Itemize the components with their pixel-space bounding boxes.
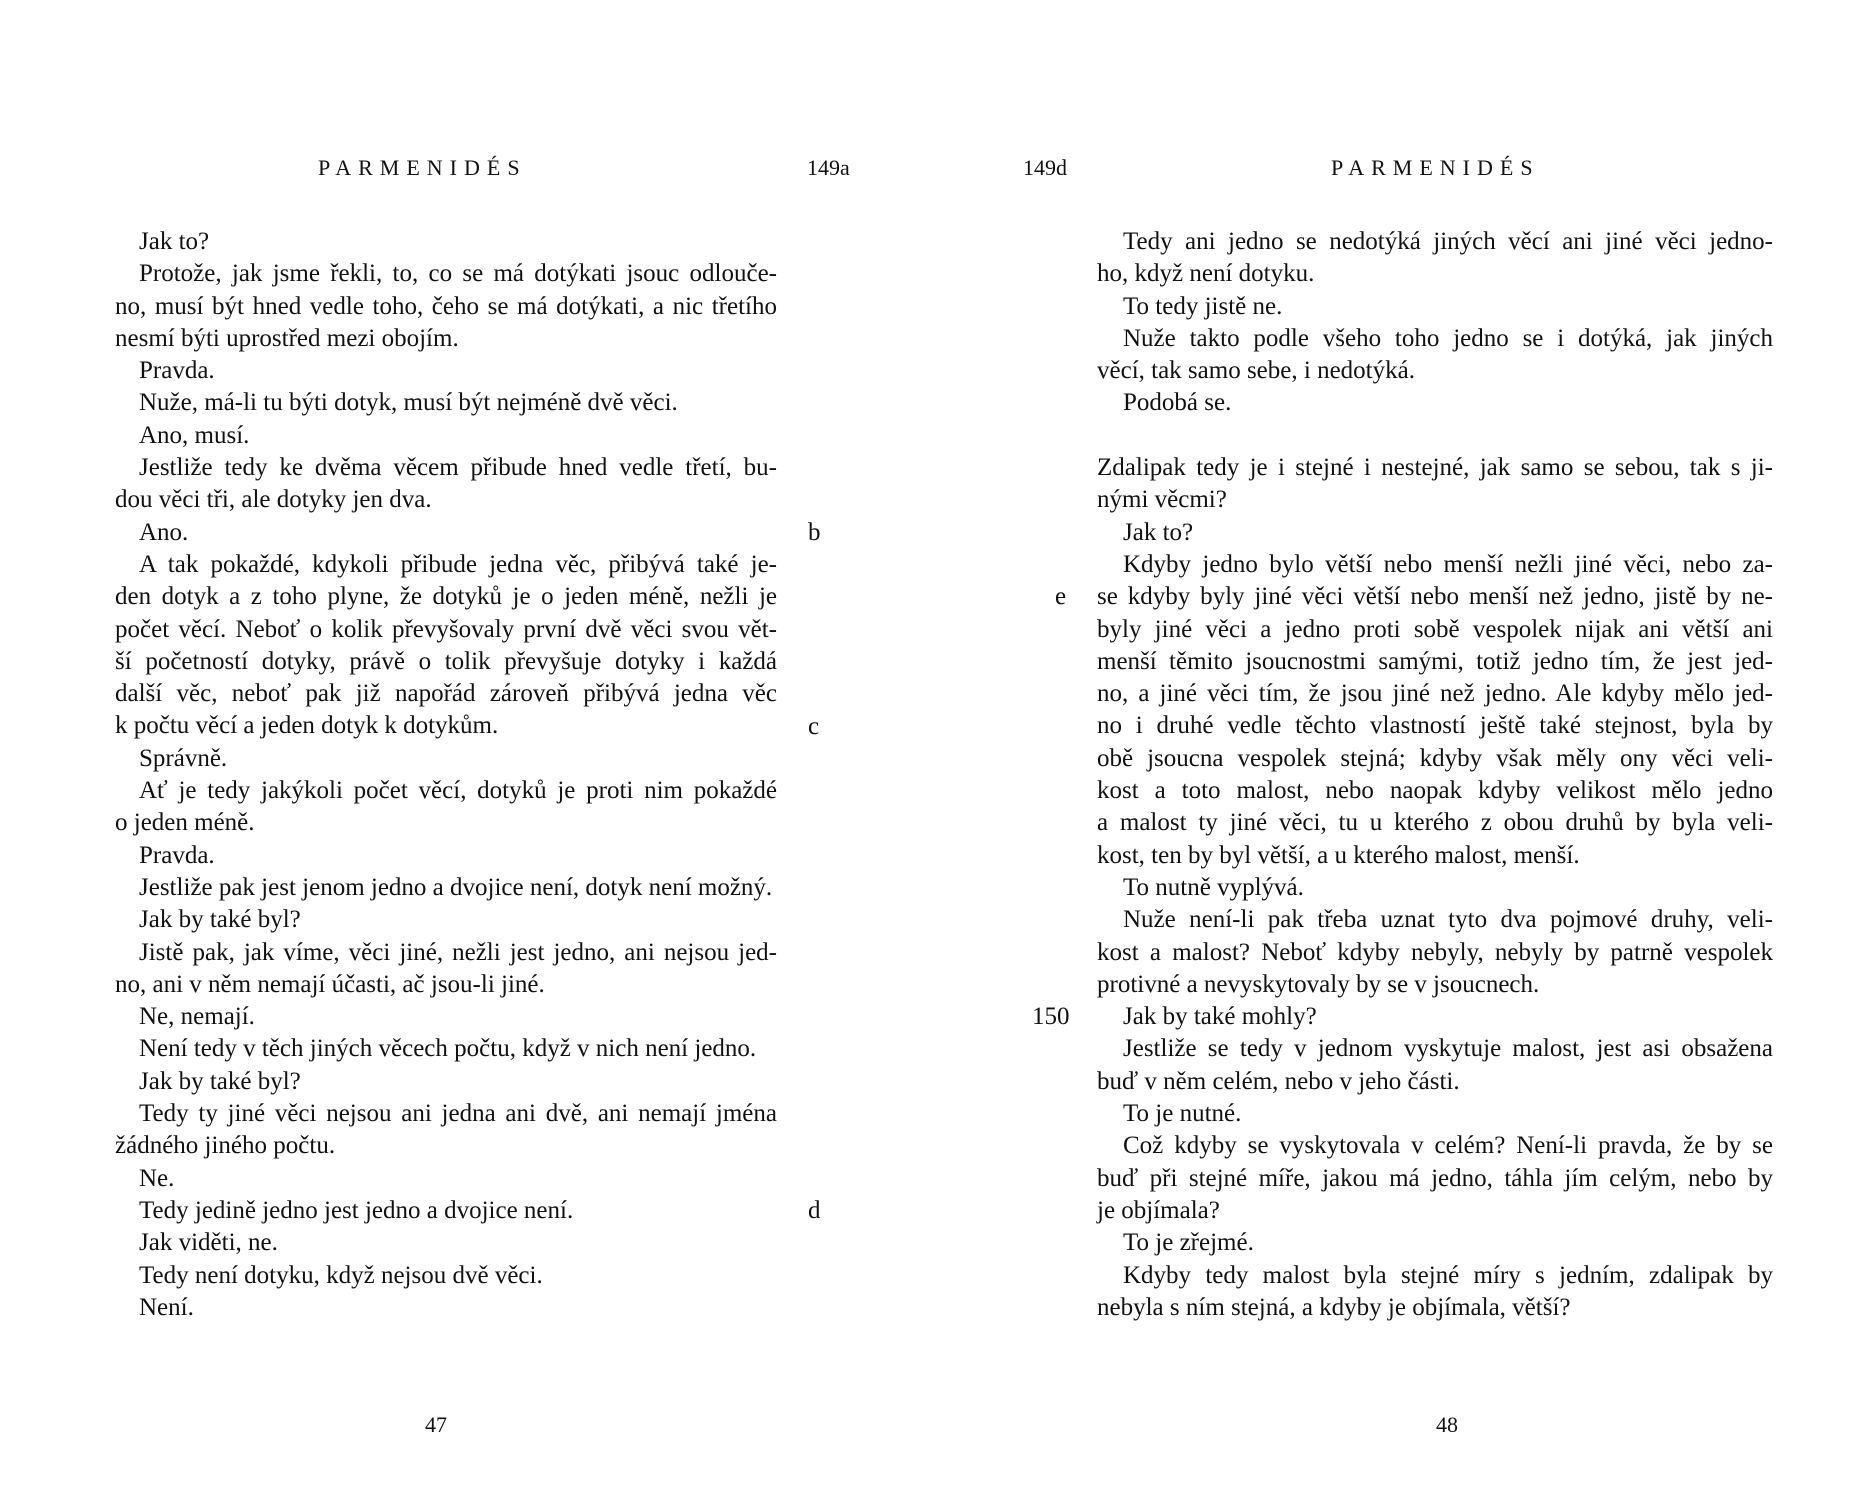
text-line: A tak pokaždé, kdykoli přibude jedna věc, přibývá také je- <box>139 550 777 578</box>
text-line: buď při stejné míře, jakou má jedno, táhla jím celým, nebo by <box>1097 1164 1773 1192</box>
text-line: Není tedy v těch jiných věcech počtu, když v nich není jedno. <box>139 1035 757 1063</box>
text-line: Ať je tedy jakýkoli počet věcí, dotyků je proti nim pokaždé <box>139 777 777 805</box>
text-line: buď v něm celém, nebo v jeho části. <box>1097 1067 1460 1095</box>
text-line: Nuže, má-li tu býti dotyk, musí být nejméně dvě věci. <box>139 389 678 417</box>
text-line: Tedy ty jiné věci nejsou ani jedna ani dvě, ani nemají jména <box>139 1100 777 1128</box>
text-line: ší početností dotyky, právě o tolik převyšuje dotyky i každá <box>115 647 777 675</box>
text-line: Jak by také byl? <box>139 1067 301 1095</box>
margin-marker: e <box>1055 583 1067 611</box>
dialogue-text <box>115 226 777 1324</box>
text-line: Pravda. <box>139 357 215 385</box>
text-line: Jak viděti, ne. <box>139 1229 278 1257</box>
stephanus-number: 149d <box>1023 155 1067 180</box>
section-gap <box>1097 420 1773 452</box>
text-line: no i druhé vedle těchto vlastností ještě také stejnost, byla by <box>1097 712 1773 740</box>
stephanus-number: 149a <box>807 155 850 180</box>
text-line: Pravda. <box>139 841 215 869</box>
text-line: dou věci tři, ale dotyky jen dva. <box>115 486 432 514</box>
text-line: Zdalipak tedy je i stejné i nestejné, jak samo se sebou, tak s ji- <box>1097 454 1773 482</box>
text-line: Jak by také mohly? <box>1123 1003 1317 1031</box>
text-line: To je zřejmé. <box>1123 1229 1254 1257</box>
text-line: je objímala? <box>1097 1196 1220 1224</box>
text-line: Tedy jedině jedno jest jedno a dvojice není. <box>139 1196 574 1224</box>
margin-marker: 150 <box>1032 1003 1070 1031</box>
text-line: To je nutné. <box>1123 1100 1242 1128</box>
text-line: Jak to? <box>139 228 210 255</box>
text-line: Protože, jak jsme řekli, to, co se má dotýkati jsouc odlouče- <box>139 260 777 288</box>
text-line: menší těmito jsoucnostmi samými, totiž jedno tím, že jest jed- <box>1097 647 1773 675</box>
text-line: Nuže takto podle všeho toho jedno se i dotýká, jak jiných <box>1123 324 1773 352</box>
text-line: Tedy není dotyku, když nejsou dvě věci. <box>139 1261 543 1289</box>
page-number: 47 <box>425 1412 447 1437</box>
text-line: obě jsoucna vespolek stejná; kdyby však měly ony věci veli- <box>1097 744 1773 772</box>
text-line: nebyla s ním stejná, a kdyby je objímala, větší? <box>1097 1293 1571 1321</box>
text-line: kost a malost? Neboť kdyby nebyly, nebyly by patrně vespolek <box>1097 938 1773 966</box>
text-line: byly jiné věci a jedno proti sobě vespolek nijak ani větší ani <box>1097 615 1773 643</box>
page-number: 48 <box>1436 1412 1458 1437</box>
text-line: Jak to? <box>1123 518 1194 546</box>
text-line: kost a toto malost, nebo naopak kdyby velikost mělo jedno <box>1097 777 1773 805</box>
text-line: den dotyk a z toho plyne, že dotyků je o jeden méně, nežli je <box>115 583 777 611</box>
text-line: kost, ten by byl větší, a u kterého malost, menší. <box>1097 841 1580 869</box>
text-line: To tedy jistě ne. <box>1123 292 1283 320</box>
text-line: Jistě pak, jak víme, věci jiné, nežli jest jedno, ani nejsou jed- <box>139 938 777 966</box>
margin-marker: b <box>808 518 821 546</box>
text-line: no, musí být hned vedle toho, čeho se má dotýkati, a nic třetího <box>115 292 777 320</box>
text-line: o jeden méně. <box>115 809 255 837</box>
text-line: Není. <box>139 1293 194 1321</box>
text-line: Jestliže se tedy v jednom vyskytuje malost, jest asi obsažena <box>1123 1035 1773 1063</box>
text-line: Ne, nemají. <box>139 1003 255 1031</box>
text-line: nými věcmi? <box>1097 486 1227 514</box>
text-line: Tedy ani jedno se nedotýká jiných věcí ani jiné věci jedno- <box>1123 228 1773 255</box>
text-line: To nutně vyplývá. <box>1123 873 1304 901</box>
text-line: další věc, neboť pak již napořád zároveň přibývá jedna věc <box>115 680 777 708</box>
text-line: Ano. <box>139 518 189 546</box>
dialogue-text <box>1097 226 1773 1324</box>
text-line: žádného jiného počtu. <box>115 1132 336 1160</box>
text-line: Jestliže tedy ke dvěma věcem přibude hned vedle třetí, bu- <box>139 454 777 482</box>
margin-marker: d <box>808 1197 821 1224</box>
text-line: Což kdyby se vyskytovala v celém? Není-li pravda, že by se <box>1123 1132 1773 1160</box>
text-line: nesmí býti uprostřed mezi obojím. <box>115 324 459 352</box>
text-line: Kdyby tedy malost byla stejné míry s jedním, zdalipak by <box>1123 1261 1773 1289</box>
running-head: PARMENIDÉS <box>1331 155 1540 180</box>
text-line: Ne. <box>139 1164 175 1192</box>
text-line: Podobá se. <box>1123 389 1232 417</box>
text-line: Nuže není-li pak třeba uznat tyto dva pojmové druhy, veli- <box>1123 906 1773 934</box>
text-line: ho, když není dotyku. <box>1097 260 1315 288</box>
text-line: k počtu věcí a jeden dotyk k dotykům. <box>115 712 499 740</box>
text-line: věcí, tak samo sebe, i nedotýká. <box>1097 357 1415 385</box>
text-line: počet věcí. Neboť o kolik převyšovaly první dvě věci svou vět- <box>115 615 777 643</box>
text-line: Jestliže pak jest jenom jedno a dvojice není, dotyk není možný. <box>139 873 773 901</box>
text-line: protivné a nevyskytovaly by se v jsoucnech. <box>1097 970 1540 998</box>
text-line: se kdyby byly jiné věci větší nebo menší než jedno, jistě by ne- <box>1097 583 1773 611</box>
text-line: Kdyby jedno bylo větší nebo menší nežli jiné věci, nebo za- <box>1123 550 1773 578</box>
margin-marker: c <box>808 712 820 740</box>
running-head: PARMENIDÉS <box>318 155 527 180</box>
text-line: a malost ty jiné věci, tu u kterého z obou druhů by byla veli- <box>1097 809 1773 837</box>
text-line: no, a jiné věci tím, že jsou jiné než jedno. Ale kdyby mělo jed- <box>1097 680 1773 708</box>
text-line: Jak by také byl? <box>139 906 301 934</box>
text-line: Ano, musí. <box>139 421 250 449</box>
right-page <box>931 0 1862 1501</box>
text-line: no, ani v něm nemají účasti, ač jsou-li jiné. <box>115 970 545 998</box>
text-line: Správně. <box>139 744 228 772</box>
